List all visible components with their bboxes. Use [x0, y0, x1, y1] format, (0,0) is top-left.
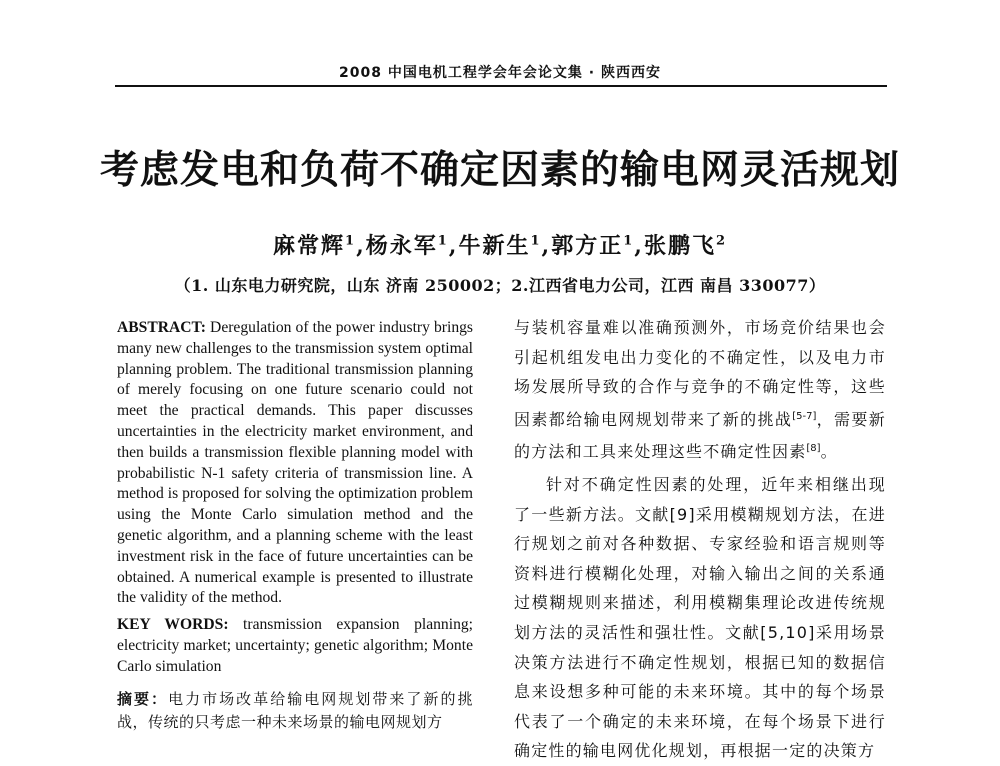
author-name: 张鹏飞	[643, 233, 716, 259]
header-rule	[115, 85, 887, 87]
affiliation: （1. 山东电力研究院，山东 济南 250002；2.江西省电力公司，江西 南昌 330077）	[174, 276, 826, 295]
body-paragraph-1	[514, 313, 886, 467]
author-mark: 1	[345, 233, 357, 249]
keywords-label: KEY WORDS:	[117, 616, 229, 634]
author-name: 杨永军	[365, 233, 438, 259]
abstract-text: Deregulation of the power industry brings many new challenges to the transmission system optimal planning problem. The traditional transmission planning of merely focusing on one future scenario could not meet the practical demands. This paper discusses uncertainties in the electricity market environment, and then builds a transmission flexible planning model with probabilistic N-1 safety criteria of transmission line. A method is proposed for solving the optimization problem using the Monte Carlo simulation method and the genetic algorithm, and a planning scheme with the least investment risk in the face of future uncertainties can be obtained. A numerical example is presented to illustrate the validity of the method.	[117, 319, 473, 607]
author-mark: 2	[715, 233, 727, 249]
author-separator: ,	[448, 233, 459, 259]
chinese-abstract	[117, 688, 473, 734]
author-list	[0, 229, 1000, 260]
author-separator: ,	[541, 233, 552, 259]
author-mark: 1	[623, 233, 635, 249]
author-separator: ,	[356, 233, 366, 259]
keywords-text: transmission expansion planning; electricity market; uncertainty; genetic algorithm; Monte Carlo simulation	[117, 616, 473, 675]
body-text: 。	[820, 442, 838, 462]
author-mark: 1	[530, 233, 542, 249]
chinese-abstract-label: 摘要：	[117, 689, 169, 708]
body-paragraph-2: 针对不确定性因素的处理，近年来相继出现了一些新方法。文献[9]采用模糊规划方法，在进行规划之前对各种数据、专家经验和语言规则等资料进行模糊化处理，对输入输出之间的关系通过模糊规则来描述，利用模糊集理论改进传统规划方法的灵活性和强壮性。文献[5,10]采用场景决策方法进行不确定性规划，根据已知的数据信息来设想多种可能的未来环境。其中的每个场景代表了一个确定的未来环境，在每个场景下进行确定性的输电网优化规划，再根据一定的决策方	[514, 474, 886, 761]
author-separator: ,	[634, 233, 644, 259]
right-column	[514, 313, 886, 766]
left-column	[117, 318, 473, 734]
author-name: 牛新生	[458, 233, 531, 259]
author-mark: 1	[437, 233, 449, 249]
body-text: ，需要新的方法和工具来处理这些不确定性因素	[514, 409, 886, 462]
paper-title: 考虑发电和负荷不确定因素的输电网灵活规划	[99, 148, 900, 193]
author-name: 麻常辉	[273, 233, 346, 259]
author-name: 郭方正	[551, 233, 624, 259]
abstract-label: ABSTRACT:	[117, 319, 206, 336]
english-keywords	[117, 615, 473, 677]
citation: [5-7]	[792, 410, 817, 422]
running-head: 2008 中国电机工程学会年会论文集 · 陕西西安	[339, 65, 661, 81]
chinese-abstract-text: 电力市场改革给输电网规划带来了新的挑战，传统的只考虑一种未来场景的输电网规划方	[117, 689, 473, 731]
body-text: 与装机容量难以准确预测外，市场竞价结果也会引起机组发电出力变化的不确定性，以及电力市场发展所导致的合作与竞争的不确定性等，这些因素都给输电网规划带来了新的挑战	[514, 318, 886, 429]
citation: [8]	[806, 443, 821, 455]
english-abstract	[117, 318, 473, 609]
